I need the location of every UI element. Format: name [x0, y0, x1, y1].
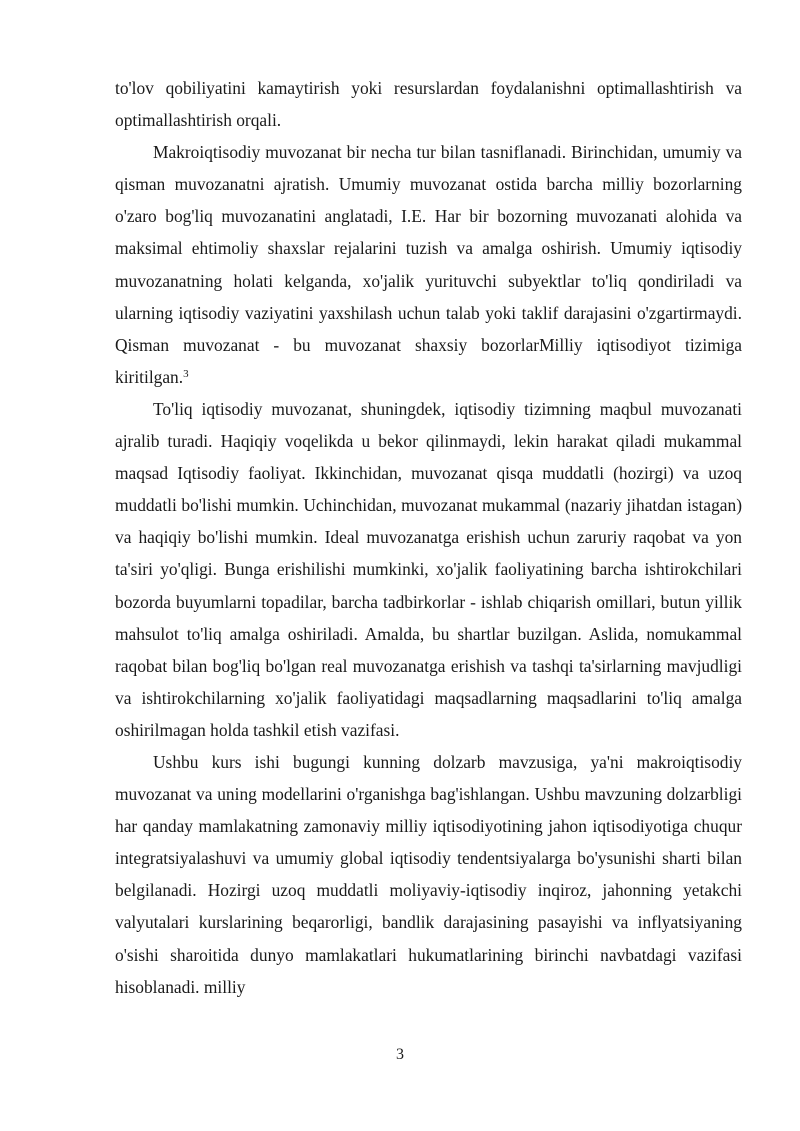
paragraph-continuation [115, 72, 742, 136]
footnote-reference[interactable]: 3 [183, 367, 189, 380]
page-number: 3 [396, 1046, 404, 1063]
paragraph-text: to'lov qobiliyatini kamaytirish yoki resurslardan foydalanishni optimallashtirish va optimallashtirish orqali. [115, 78, 742, 131]
paragraph-course-work-relevance [115, 746, 742, 1003]
document-page [115, 72, 742, 1003]
paragraph-full-equilibrium [115, 393, 742, 746]
paragraph-text: Ushbu kurs ishi bugungi kunning dolzarb mavzusiga, ya'ni makroiqtisodiy muvozanat va uning modellarini o'rganishga bag'ishlangan. Ushbu mavzuning dolzarbligi har qanday mamlakatning zamonaviy milliy iqtisodiyotining jahon iqtisodiyotiga chuqur integratsiyalashuvi va umumiy global iqtisodiy tendentsiyalarga bo'ysunishi sharti bilan belgilanadi. Hozirgi uzoq muddatli moliyaviy-iqtisodiy inqiroz, jahonning yetakchi valyutalari kurslarining beqarorligi, bandlik darajasining pasayishi va inflyatsiyaning o'sishi sharoitida dunyo mamlakatlari hukumatlarining birinchi navbatdagi vazifasi hisoblanadi. milliy [115, 751, 742, 997]
paragraph-macro-equilibrium-types [115, 136, 742, 393]
paragraph-text: Makroiqtisodiy muvozanat bir necha tur bilan tasniflanadi. Birinchidan, umumiy va qisman muvozanatni ajratish. Umumiy muvozanat ostida barcha milliy bozorlarning o'zaro bog'liq muvozanatini anglatadi, I.E. Har bir bozorning muvozanati alohida va maksimal ehtimoliy shaxslar rejalarini tuzish va amalga oshirish. Umumiy iqtisodiy muvozanatning holati kelganda, xo'jalik yurituvchi subyektlar to'liq qondiriladi va ularning iqtisodiy vaziyatini yaxshilash uchun talab yoki taklif darajasini o'zgartirmaydi. Qisman muvozanat - bu muvozanat shaxsiy bozorlarMilliy iqtisodiyot tizimiga kiritilgan. [115, 142, 742, 387]
paragraph-text: To'liq iqtisodiy muvozanat, shuningdek, iqtisodiy tizimning maqbul muvozanati ajralib turadi. Haqiqiy voqelikda u bekor qilinmaydi, lekin harakat qiladi mukammal maqsad Iqtisodiy faoliyat. Ikkinchidan, muvozanat qisqa muddatli (hozirgi) va uzoq muddatli bo'lishi mumkin. Uchinchidan, muvozanat mukammal (nazariy jihatdan istagan) va haqiqiy bo'lishi mumkin. Ideal muvozanatga erishish uchun zaruriy raqobat va yon ta'siri yo'qligi. Bunga erishilishi mumkinki, xo'jalik faoliyatining barcha ishtirokchilari bozorda buyumlarni topadilar, barcha tadbirkorlar - ishlab chiqarish omillari, butun yillik mahsulot to'liq amalga oshiriladi. Amalda, bu shartlar buzilgan. Aslida, nomukammal raqobat bilan bog'liq bo'lgan real muvozanatga erishish va tashqi ta'sirlarning mavjudligi va ishtirokchilarning xo'jalik faoliyatidagi maqsadlarning maqsadlarini to'liq amalga oshirilmagan holda tashkil etish vazifasi. [115, 398, 742, 740]
